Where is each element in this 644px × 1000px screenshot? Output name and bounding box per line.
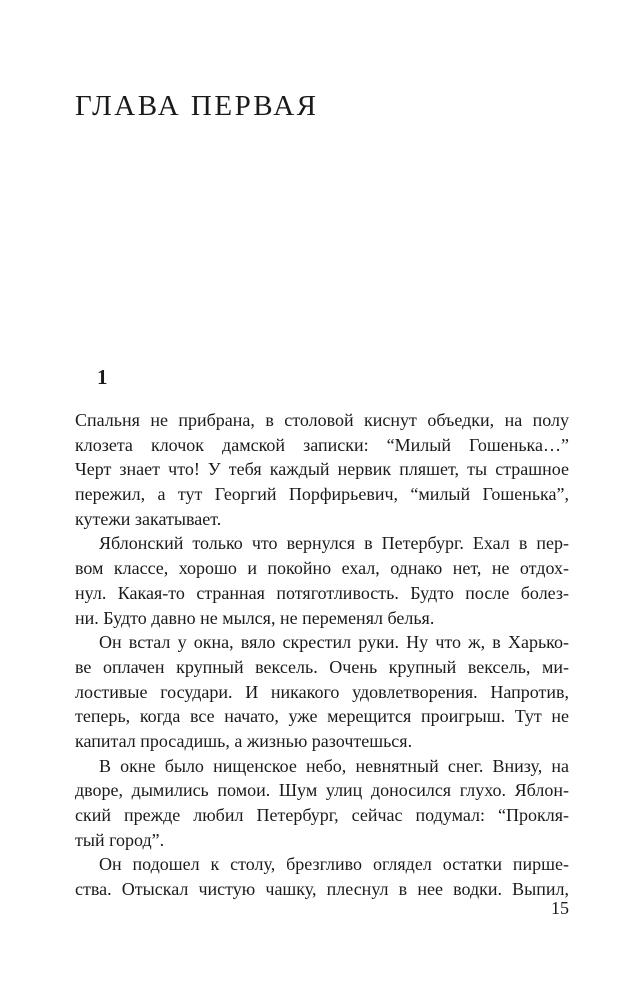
text-line: капитал просадишь, а жизнью разочтешься. — [75, 730, 413, 751]
body-text — [75, 408, 569, 902]
text-line: Черт знает что! У тебя каждый нервик пляшет, ты страшное — [75, 459, 569, 480]
text-line: дворе, дымились помои. Шум улиц доносился глухо. Яблон- — [75, 780, 569, 801]
text-line: В окне было нищенское небо, невнятный снег. Внизу, на — [99, 755, 569, 776]
text-line: Яблонский только что вернулся в Петербург. Ехал в пер- — [99, 533, 569, 554]
text-line: кутежи закатывает. — [75, 508, 222, 529]
text-line: ства. Отыскал чистую чашку, плеснул в нее водки. Выпил, — [75, 879, 569, 900]
text-line: тый город”. — [75, 829, 165, 850]
text-line: ни. Будто давно не мылся, не переменял белья. — [75, 607, 435, 628]
text-line: ве оплачен крупный вексель. Очень крупный вексель, ми- — [75, 656, 569, 677]
text-line: лостивые государи. И никакого удовлетворения. Напротив, — [75, 681, 569, 702]
chapter-title: ГЛАВА ПЕРВАЯ — [75, 90, 319, 122]
text-line: Спальня не прибрана, в столовой киснут объедки, на полу — [75, 410, 569, 430]
text-line: клозета клочок дамской записки: “Милый Гошенька…” — [75, 434, 569, 455]
section-number: 1 — [97, 365, 108, 389]
text-line: ский прежде любил Петербург, сейчас подумал: “Прокля- — [75, 805, 569, 825]
text-line: нул. Какая-то странная потяготливость. Будто после болез- — [75, 582, 569, 603]
text-line: теперь, когда все начато, уже мерещится проигрыш. Тут не — [75, 706, 569, 727]
text-line: Он подошел к столу, брезгливо оглядел остатки пирше- — [99, 854, 569, 875]
page-number: 15 — [551, 898, 569, 918]
text-line: Он встал у окна, вяло скрестил руки. Ну что ж, в Харько- — [99, 632, 569, 653]
text-line: пережил, а тут Георгий Порфирьевич, “милый Гошенька”, — [75, 484, 569, 505]
text-line: вом классе, хорошо и покойно ехал, однако нет, не отдох- — [75, 558, 569, 579]
